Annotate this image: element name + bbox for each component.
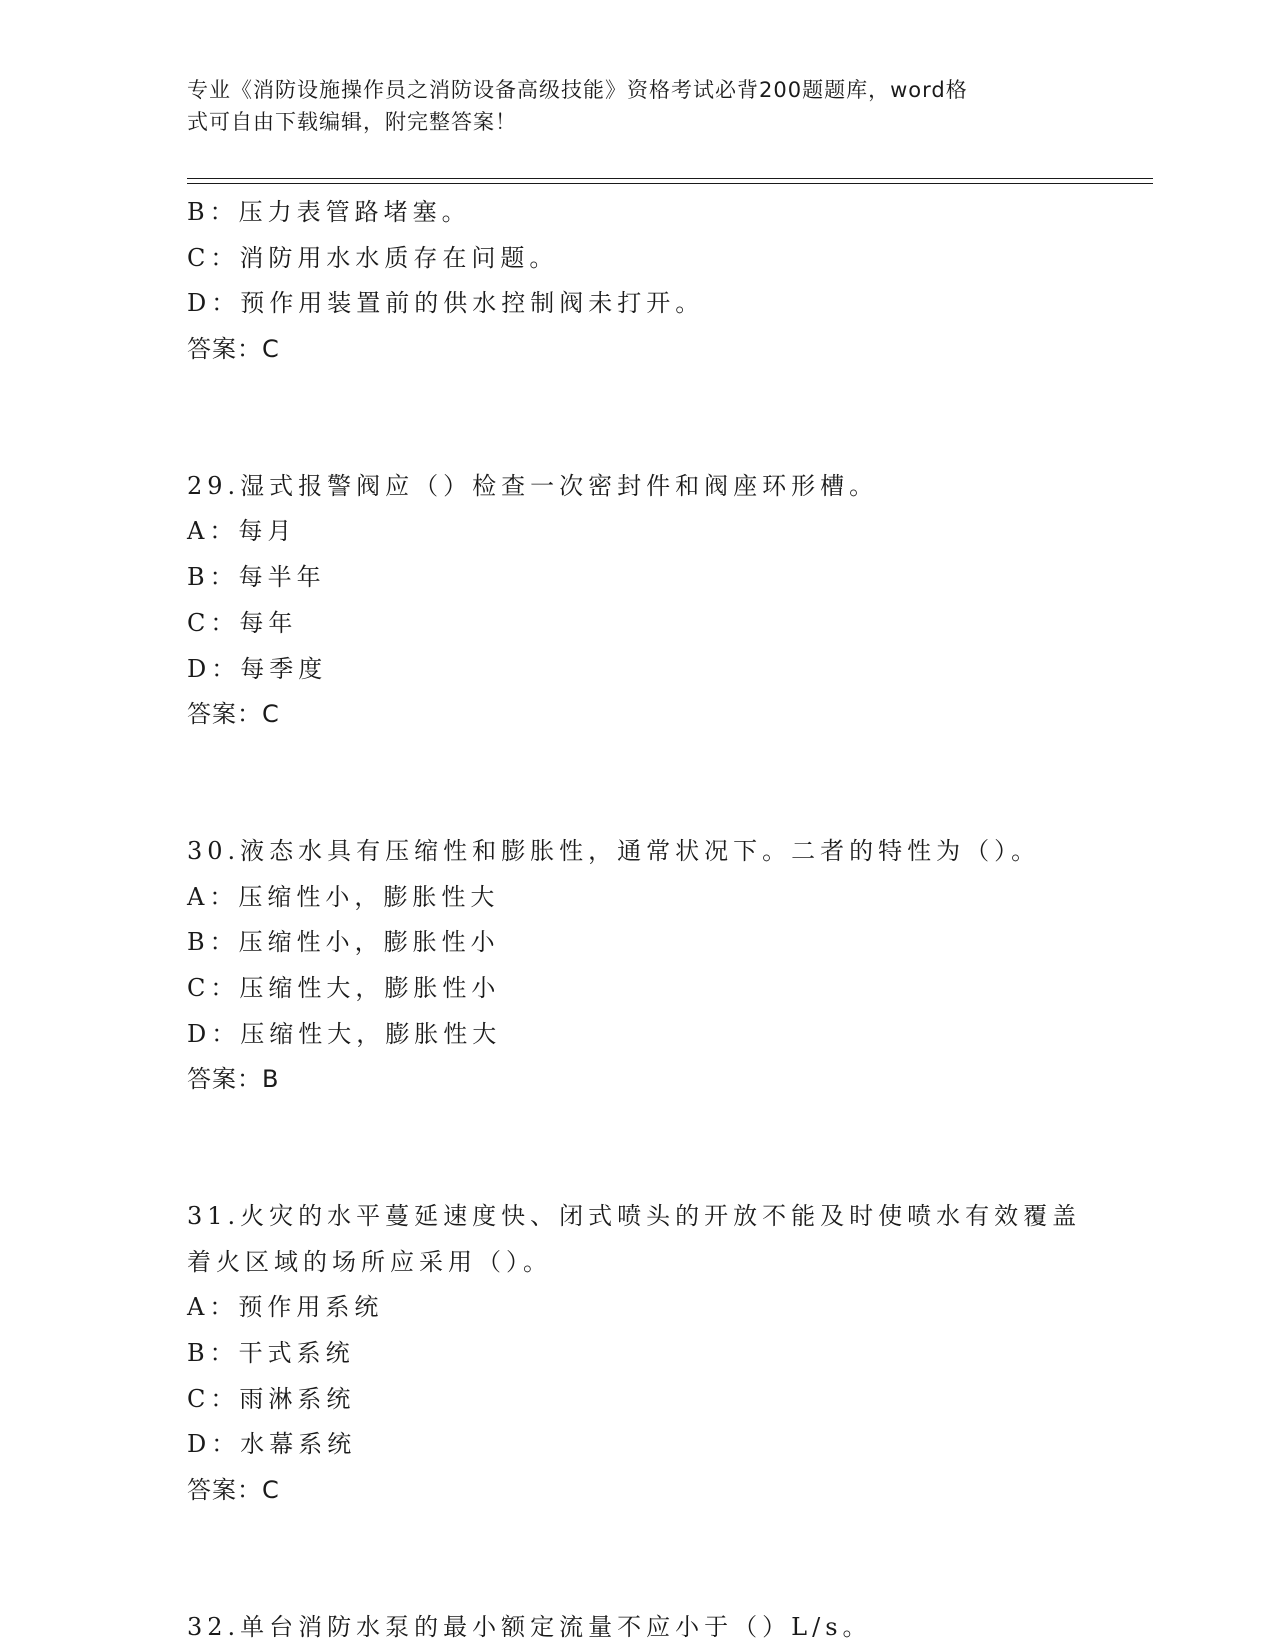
- option-c: C：雨淋系统: [187, 1384, 356, 1413]
- option-d: D：每季度: [187, 654, 328, 683]
- spacer: [187, 1514, 1087, 1605]
- option-b: B：压缩性小，膨胀性小: [187, 928, 500, 957]
- option-c: C：每年: [187, 608, 298, 637]
- option-d: D：预作用装置前的供水控制阀未打开。: [187, 289, 705, 318]
- question-list: [187, 190, 1087, 1651]
- option-d: D：水幕系统: [187, 1430, 357, 1459]
- header-line-1: 专业《消防设施操作员之消防设备高级技能》资格考试必背200题题库，word格: [187, 78, 968, 102]
- option-a: A：压缩性小，膨胀性大: [187, 882, 500, 911]
- question-text: 30.液态水具有压缩性和膨胀性，通常状况下。二者的特性为（）。: [187, 836, 1041, 865]
- question-block-31: [187, 1194, 1087, 1514]
- question-block-29: [187, 464, 1087, 738]
- answer-line: 答案：B: [187, 1065, 280, 1094]
- answer-line: 答案：C: [187, 1476, 280, 1505]
- question-block-28: [187, 190, 1087, 373]
- spacer: [187, 373, 1087, 464]
- option-b: B：每半年: [187, 563, 326, 592]
- question-text-line-2: 着火区域的场所应采用（）。: [187, 1247, 552, 1276]
- option-c: C：消防用水水质存在问题。: [187, 243, 559, 272]
- header-line-2: 式可自由下载编辑，附完整答案！: [187, 110, 517, 134]
- document-header: [187, 74, 1067, 138]
- header-rule-bottom: [187, 183, 1153, 184]
- option-a: A：预作用系统: [187, 1293, 384, 1322]
- option-b: B：干式系统: [187, 1339, 355, 1368]
- option-c: C：压缩性大，膨胀性小: [187, 973, 501, 1002]
- spacer: [187, 738, 1087, 829]
- question-text: 32.单台消防水泵的最小额定流量不应小于（）L/s。: [187, 1612, 872, 1641]
- spacer: [187, 1103, 1087, 1194]
- question-block-30: [187, 829, 1087, 1103]
- option-a: A：每月: [187, 517, 297, 546]
- question-text: 29.湿式报警阀应（）检查一次密封件和阀座环形槽。: [187, 471, 879, 500]
- answer-line: 答案：C: [187, 700, 280, 729]
- header-rule-top: [187, 178, 1153, 179]
- option-d: D：压缩性大，膨胀性大: [187, 1019, 502, 1048]
- option-b: B：压力表管路堵塞。: [187, 198, 471, 226]
- question-block-32: [187, 1605, 1087, 1651]
- question-text-line-1: 31.火灾的水平蔓延速度快、闭式喷头的开放不能及时使喷水有效覆盖: [187, 1202, 1082, 1230]
- answer-line: 答案：C: [187, 335, 280, 364]
